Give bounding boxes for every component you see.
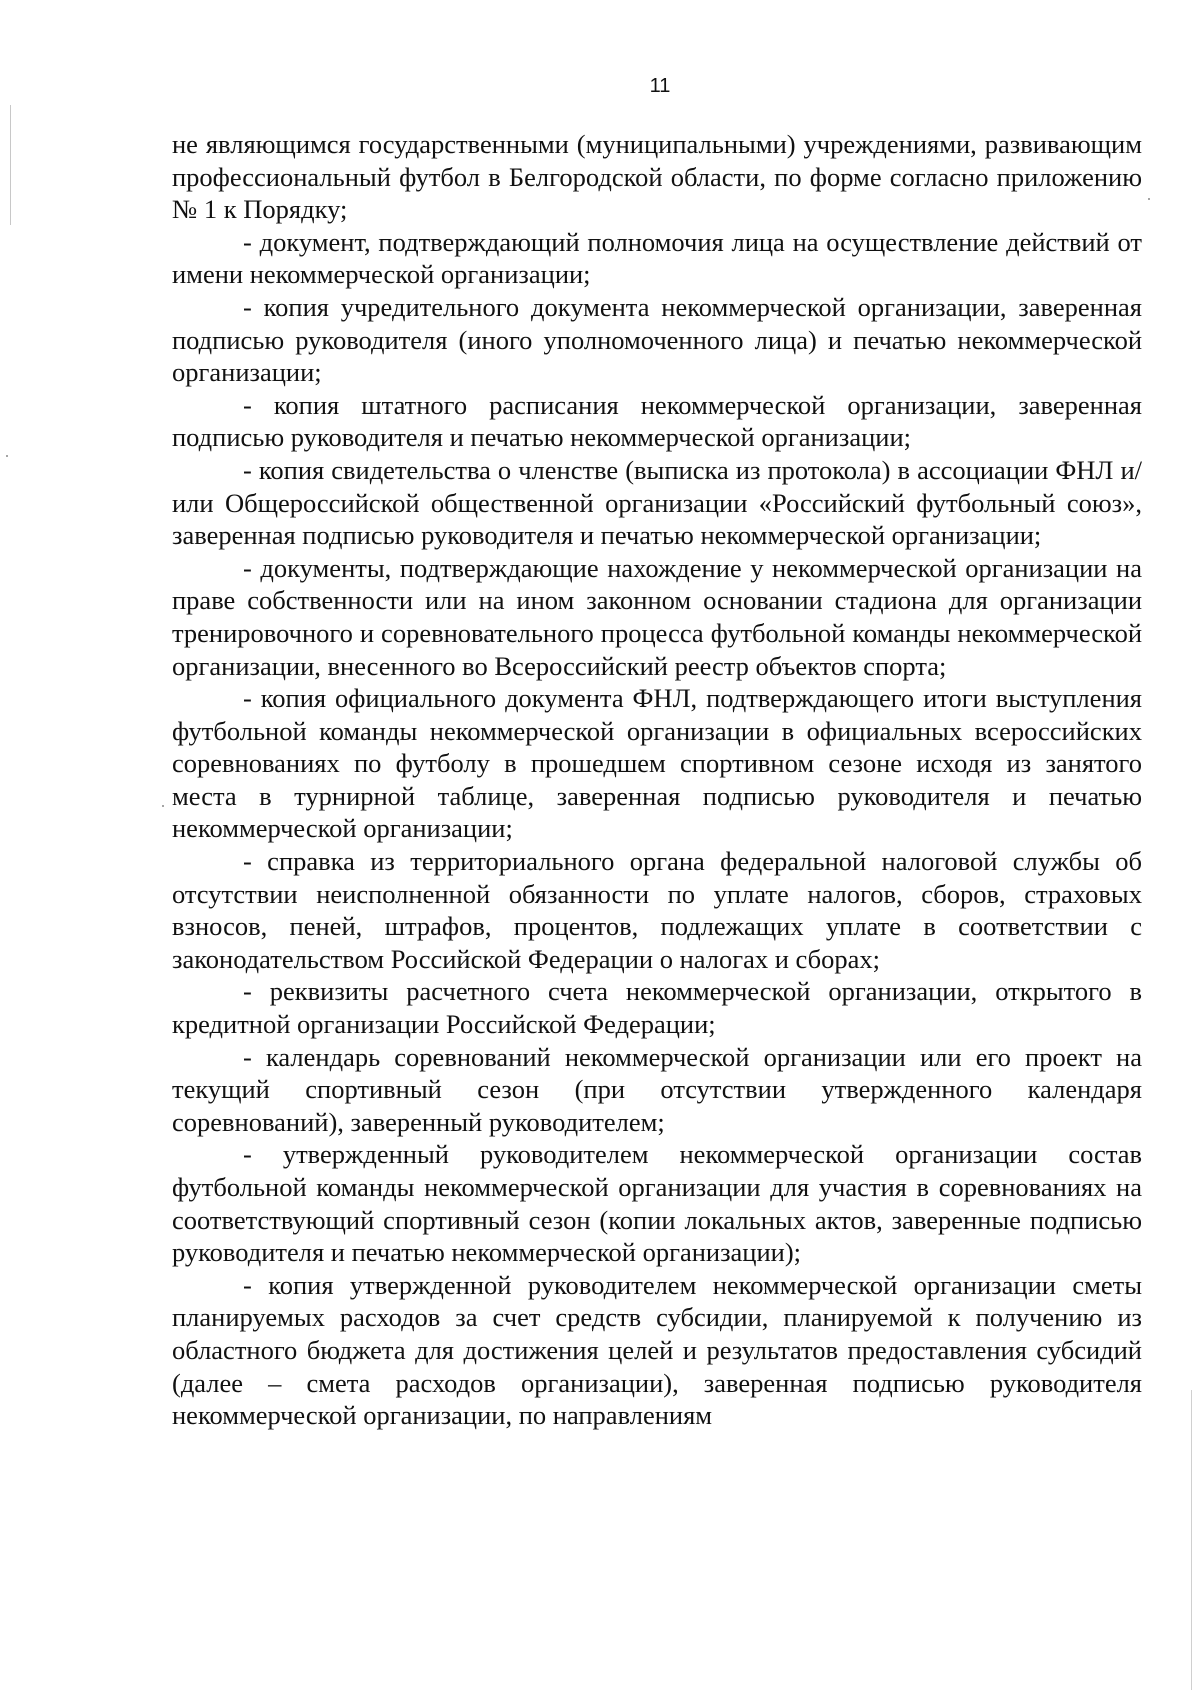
list-item: - реквизиты расчетного счета некоммерческой организации, открытого в кредитной организации Российской Федерации; — [172, 976, 1142, 1040]
scan-speck — [6, 455, 8, 457]
scan-speck — [1148, 198, 1150, 200]
list-item: - копия свидетельства о членстве (выписка из протокола) в ассоциации ФНЛ и/или Общероссийской общественной организации «Российский футбольный союз», заверенная подписью руководителя и печатью некоммерческой организации; — [172, 454, 1142, 551]
list-item: - документ, подтверждающий полномочия лица на осуществление действий от имени некоммерческой организации; — [172, 226, 1142, 290]
document-body — [172, 128, 1142, 1432]
page-number: 11 — [649, 75, 671, 97]
list-item: - копия учредительного документа некоммерческой организации, заверенная подписью руководителя (иного уполномоченного лица) и печатью некоммерческой организации; — [172, 291, 1142, 388]
list-item: - копия официального документа ФНЛ, подтверждающего итоги выступления футбольной команды некоммерческой организации в официальных всероссийских соревнованиях по футболу в прошедшем спортивном сезоне исходя из занятого места в турнирной таблице, заверенная подписью руководителя и печатью некоммерческой организации; — [172, 683, 1142, 844]
list-item: - справка из территориального органа федеральной налоговой службы об отсутствии неисполненной обязанности по уплате налогов, сборов, страховых взносов, пеней, штрафов, процентов, подлежащих уплате в соответствии с законодательством Российской Федерации о налогах и сборах; — [172, 846, 1142, 974]
scan-edge-mark — [1191, 1390, 1192, 1690]
list-item: - документы, подтверждающие нахождение у некоммерческой организации на праве собственности или на ином законном основании стадиона для организации тренировочного и соревновательного процесса футбольной команды некоммерческой организации, внесенного во Всероссийский реестр объектов спорта; — [172, 552, 1142, 681]
list-item: - копия штатного расписания некоммерческой организации, заверенная подписью руководителя и печатью некоммерческой организации; — [172, 389, 1142, 453]
list-item: - утвержденный руководителем некоммерческой организации состав футбольной команды некоммерческой организации для участия в соревнованиях на соответствующий спортивный сезон (копии локальных актов, заверенные подписью руководителя и печатью некоммерческой организации); — [172, 1139, 1142, 1268]
paragraph-continuation: не являющимся государственными (муниципальными) учреждениями, развивающим профессиональный футбол в Белгородской области, по форме согласно приложению № 1 к Порядку; — [172, 129, 1142, 225]
list-item: - копия утвержденной руководителем некоммерческой организации сметы планируемых расходов за счет средств субсидии, планируемой к получению из областного бюджета для достижения целей и результатов предоставления субсидий (далее – смета расходов организации), заверенная подписью руководителя некоммерческой организации, по направлениям — [172, 1269, 1142, 1431]
scan-speck — [162, 805, 164, 807]
list-item: - календарь соревнований некоммерческой организации или его проект на текущий спортивный сезон (при отсутствии утвержденного календаря соревнований), заверенный руководителем; — [172, 1041, 1142, 1137]
scan-edge-mark — [10, 105, 11, 225]
